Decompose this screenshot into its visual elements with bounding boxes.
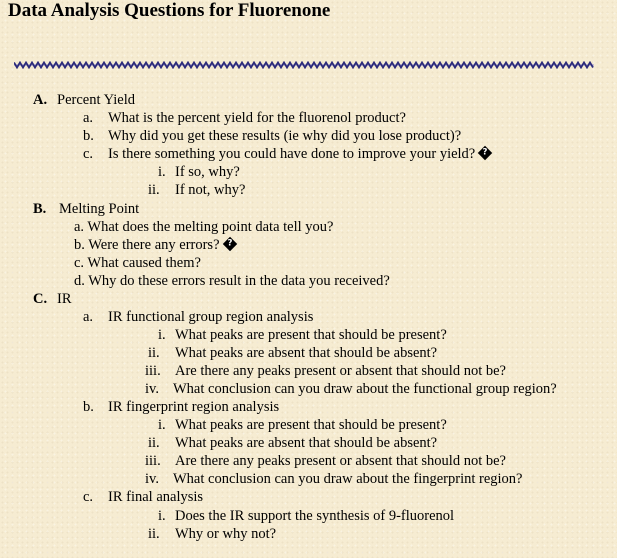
section-heading-percent-yield: Percent Yield <box>57 92 135 108</box>
item-marker: iii. <box>145 363 161 379</box>
replacement-char-icon <box>222 237 236 251</box>
item-marker: i. <box>158 417 166 433</box>
question-text: What conclusion can you draw about the fingerprint region? <box>173 471 523 487</box>
item-marker: ii. <box>148 345 160 361</box>
section-heading-ir: IR <box>57 291 72 307</box>
section-marker-a: A. <box>33 92 48 108</box>
section-marker-b: B. <box>33 201 47 217</box>
item-marker: iv. <box>145 381 159 397</box>
question-text: c. What caused them? <box>74 255 201 271</box>
item-marker: ii. <box>148 182 160 198</box>
item-marker: a. <box>83 110 94 126</box>
item-marker: ii. <box>148 435 160 451</box>
question-text: What peaks are present that should be present? <box>175 417 447 433</box>
section-marker-c: C. <box>33 291 48 307</box>
subsection-heading: IR functional group region analysis <box>108 309 314 325</box>
question-text: What peaks are absent that should be absent? <box>175 345 438 361</box>
question-text: d. Why do these errors result in the data you received? <box>74 273 390 289</box>
question-text: What peaks are absent that should be absent? <box>175 435 438 451</box>
question-text: Does the IR support the synthesis of 9-fluorenol <box>175 508 455 524</box>
item-marker: a. <box>83 309 94 325</box>
decorative-divider <box>14 61 594 69</box>
question-text-content: Is there something you could have done to improve your yield? <box>108 146 476 162</box>
question-text <box>108 145 491 163</box>
section-heading-melting-point: Melting Point <box>59 201 140 217</box>
item-marker: b. <box>83 399 94 415</box>
item-marker: c. <box>83 489 94 505</box>
question-text: What conclusion can you draw about the functional group region? <box>173 381 557 397</box>
subsection-heading: IR final analysis <box>108 489 204 505</box>
item-marker: b. <box>83 128 94 144</box>
item-marker: iv. <box>145 471 159 487</box>
replacement-char-icon <box>478 146 492 160</box>
question-text: If so, why? <box>175 164 240 180</box>
item-marker: c. <box>83 146 94 162</box>
question-text: Why did you get these results (ie why did you lose product)? <box>108 128 462 144</box>
question-text: What is the percent yield for the fluorenol product? <box>108 110 406 126</box>
item-marker: ii. <box>148 526 160 542</box>
question-text: Why or why not? <box>175 526 277 542</box>
subsection-heading: IR fingerprint region analysis <box>108 399 280 415</box>
question-text: Are there any peaks present or absent that should not be? <box>175 363 506 379</box>
page-title: Data Analysis Questions for Fluorenone <box>8 0 331 21</box>
question-text: Are there any peaks present or absent that should not be? <box>175 453 506 469</box>
question-text: What peaks are present that should be present? <box>175 327 447 343</box>
item-marker: i. <box>158 164 166 180</box>
question-text <box>74 236 236 254</box>
question-text: If not, why? <box>175 182 246 198</box>
item-marker: i. <box>158 508 166 524</box>
item-marker: iii. <box>145 453 161 469</box>
question-text-content: b. Were there any errors? <box>74 237 220 253</box>
question-text: a. What does the melting point data tell you? <box>74 219 334 235</box>
item-marker: i. <box>158 327 166 343</box>
